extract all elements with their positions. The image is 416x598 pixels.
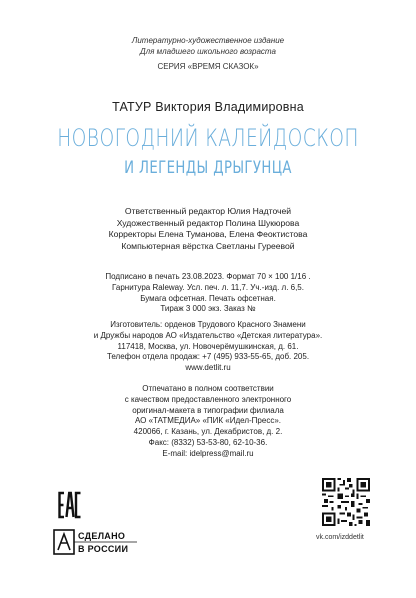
audience-note: Для младшего школьного возраста (140, 47, 276, 56)
printer-email[interactable]: E-mail: idelpress@mail.ru (162, 448, 254, 458)
credit-line: Художественный редактор Полина Шукюрова (116, 217, 300, 228)
print-info-line: Бумага офсетная. Печать офсетная. (140, 293, 276, 303)
made-label-line2: В РОССИИ (78, 544, 129, 554)
printer-line: Отпечатано в полном соответствии (142, 384, 274, 393)
manufacturer-line: Изготовитель: орденов Трудового Красного Знамени (110, 320, 306, 329)
credits-block (0, 206, 416, 252)
print-info-line: Подписано в печать 23.08.2023. Формат 70 × 100 1/16 . (105, 272, 311, 281)
manufacturer-block (0, 320, 416, 374)
manufacturer-line: Телефон отдела продаж: +7 (495) 933-55-65, доб. 205. (106, 352, 310, 362)
vk-link[interactable]: vk.com/izddetlit (316, 534, 364, 541)
print-info-line: Тираж 3 000 экз. Заказ № (160, 304, 256, 314)
credit-line: Корректоры Елена Туманова, Елена Феоктистова (108, 229, 308, 240)
website-link[interactable]: www.detlit.ru (185, 363, 231, 373)
manufacturer-line: 117418, Москва, ул. Новочерёмушкинская, д. 61. (117, 341, 299, 351)
printer-block (0, 384, 416, 460)
printer-line: оригинал-макета в типографии филиала (132, 405, 284, 415)
eac-mark-icon (58, 490, 82, 520)
series-name: СЕРИЯ «ВРЕМЯ СКАЗОК» (157, 62, 259, 71)
printer-line: с качеством предоставленного электронного (124, 394, 292, 404)
qr-code-icon[interactable] (322, 478, 370, 526)
printer-line: 420066, г. Казань, ул. Декабристов, д. 2. (133, 427, 283, 437)
printer-line: АО «ТАТМЕДИА» «ПИК «Идел-Пресс». (135, 416, 281, 426)
credit-line: Компьютерная вёрстка Светланы Гуреевой (121, 240, 295, 251)
made-label-line1: СДЕЛАНО (78, 531, 126, 541)
print-info-line: Гарнитура Raleway. Усл. печ. л. 11,7. Уч.-изд. л. 6,5. (112, 282, 304, 292)
edition-type: Литературно-художественное издание (131, 36, 285, 45)
author-name: ТАТУР Виктория Владимировна (112, 100, 304, 114)
book-title-line1: НОВОГОДНИЙ КАЛЕЙДОСКОП (57, 124, 359, 152)
print-info-block (0, 272, 416, 315)
manufacturer-line: и Дружбы народов АО «Издательство «Детская литература». (93, 330, 323, 340)
printer-line: Факс: (8332) 53-53-80, 62-10-36. (148, 437, 268, 447)
book-title-line2: И ЛЕГЕНДЫ ДРЫГУНЦА (124, 158, 292, 178)
credit-line: Ответственный редактор Юлия Надточей (124, 206, 292, 216)
made-in-russia-mark (53, 528, 137, 561)
